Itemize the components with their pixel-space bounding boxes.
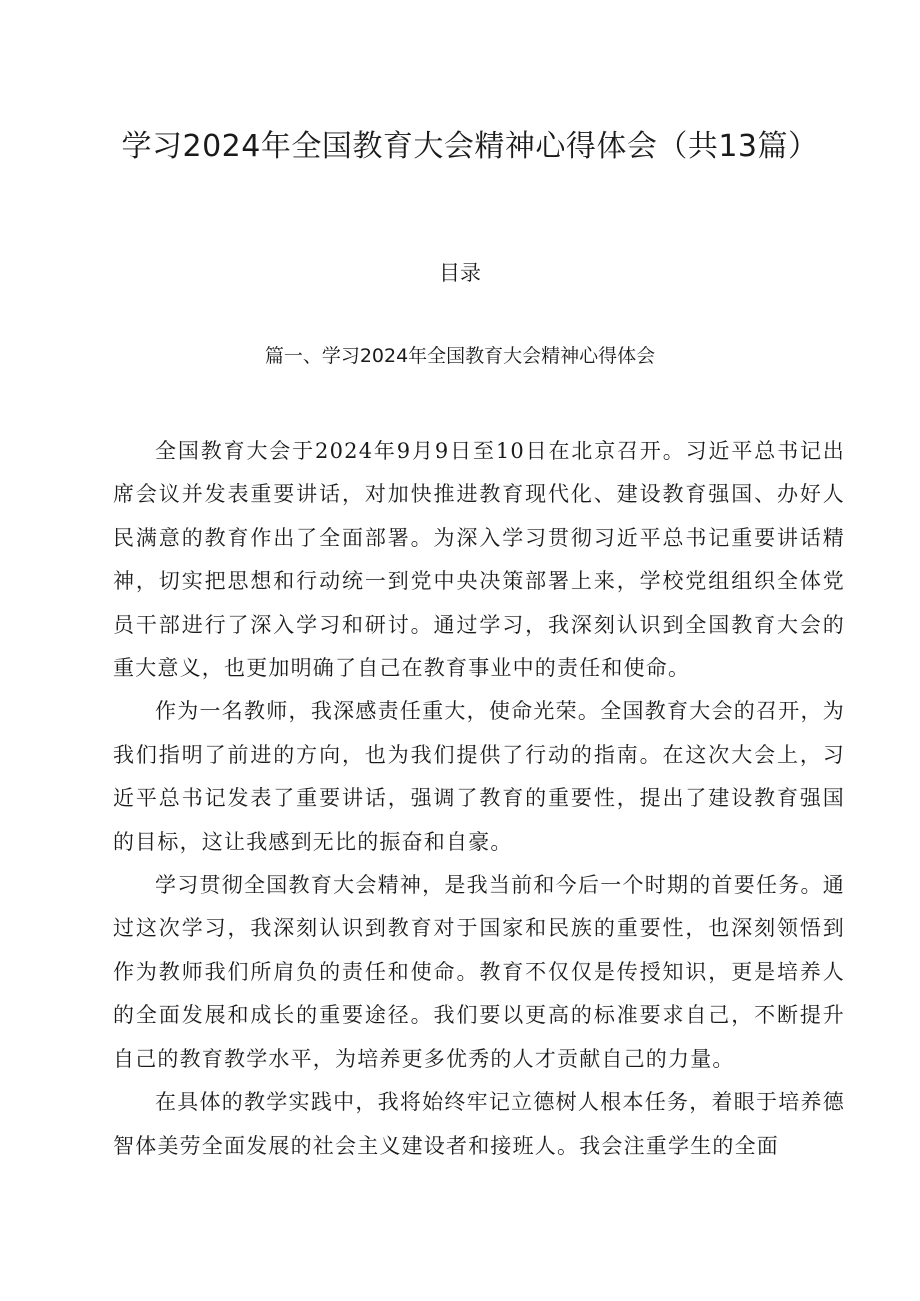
document-title: 学习2024年全国教育大会精神心得体会（共13篇） (121, 129, 819, 164)
toc-heading: 目录 (439, 261, 481, 285)
paragraph: 学习贯彻全国教育大会精神，是我当前和今后一个时期的首要任务。通过这次学习，我深刻认识到教育对于国家和民族的重要性，也深刻领悟到作为教师我们所肩负的责任和使命。教育不仅仅是传授知识，更是培养人的全面发展和成长的重要途径。我们要以更高的标准要求自己，不断提升自己的教育教学水平，为培养更多优秀的人才贡献自己的力量。 (113, 873, 845, 1071)
paragraph: 在具体的教学实践中，我将始终牢记立德树人根本任务，着眼于培养德智体美劳全面发展的社会主义建设者和接班人。我会注重学生的全面 (113, 1090, 845, 1158)
article-body (113, 430, 845, 1168)
paragraph: 全国教育大会于2024年9月9日至10日在北京召开。习近平总书记出席会议并发表重要讲话，对加快推进教育现代化、建设教育强国、办好人民满意的教育作出了全面部署。为深入学习贯彻习近平总书记重要讲话精神，切实把思想和行动统一到党中央决策部署上来，学校党组组织全体党员干部进行了深入学习和研讨。通过学习，我深刻认识到全国教育大会的重大意义，也更加明确了自己在教育事业中的责任和使命。 (113, 439, 845, 681)
paragraph: 作为一名教师，我深感责任重大，使命光荣。全国教育大会的召开，为我们指明了前进的方向，也为我们提供了行动的指南。在这次大会上，习近平总书记发表了重要讲话，强调了教育的重要性，提出了建设教育强国的目标，这让我感到无比的振奋和自豪。 (113, 699, 845, 854)
toc-item-1[interactable]: 篇一、学习2024年全国教育大会精神心得体会 (264, 345, 656, 367)
